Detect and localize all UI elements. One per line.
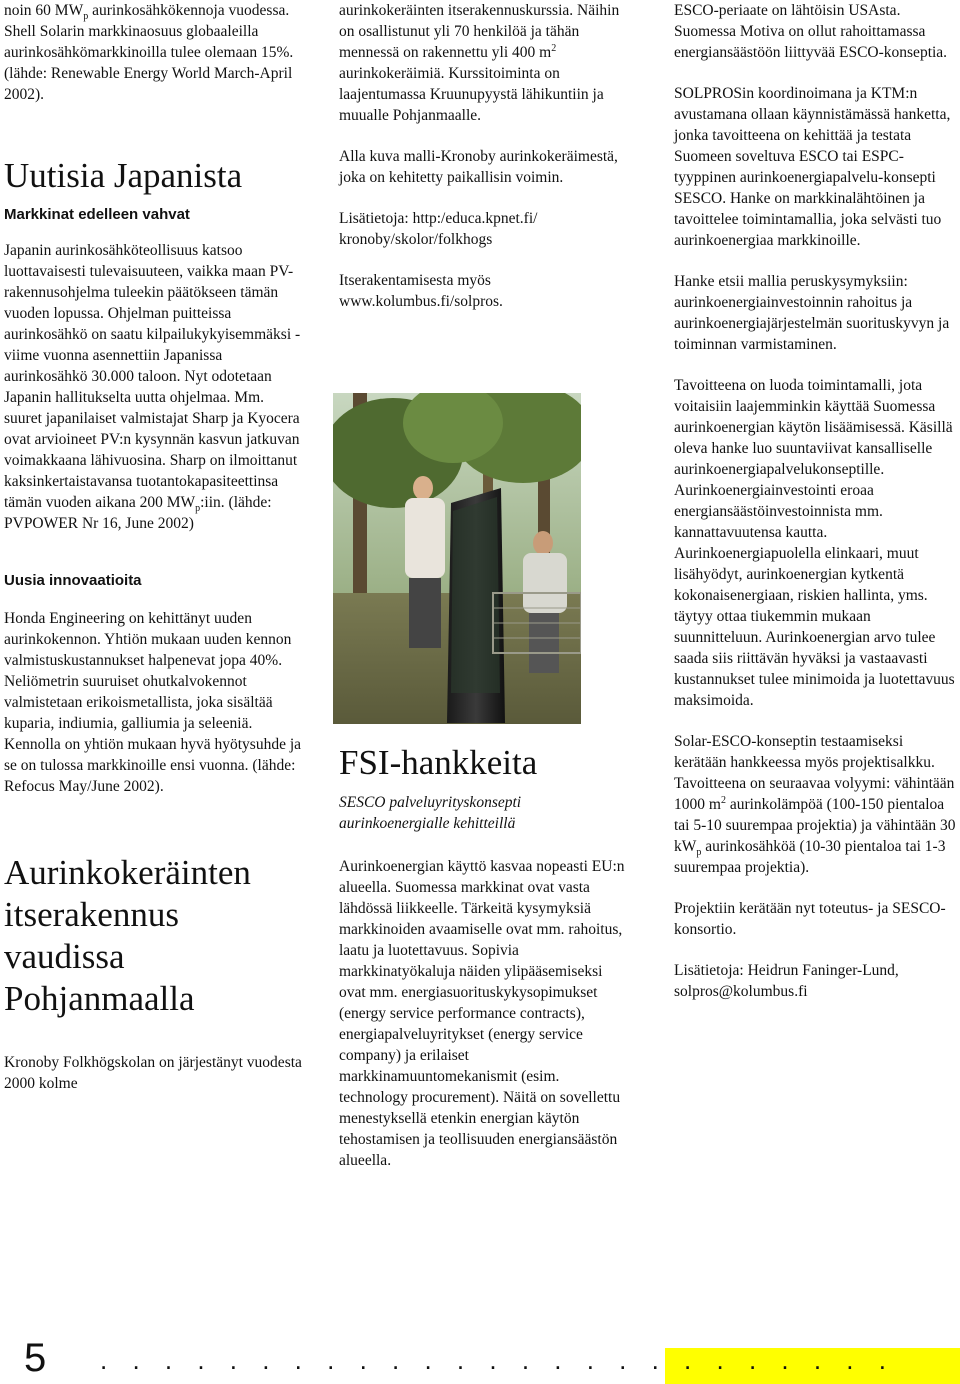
superscript: 2 [551,42,557,54]
subscript: p [83,11,89,23]
subheading-markkinat: Markkinat edelleen vahvat [4,206,190,223]
solar-collector-photo [333,393,581,724]
column-1 [4,0,304,1094]
photo-illustration [333,393,581,724]
more-info-link[interactable]: Lisätietoja: http:/educa.kpnet.fi/ kronoby/skolor/folkhogs [339,210,538,248]
article-kronoby: Kronoby Folkhögskolan on järjestänyt vuodesta 2000 kolme [4,1054,302,1092]
project-questions: Hanke etsii mallia peruskysymyksiin: aurinkoenergiainvestoinnin rahoitus ja aurinkoenergiajärjestelmän suorituskyvyn ja toiminnan varmistaminen. [674,273,950,353]
article-honda: Honda Engineering on kehittänyt uuden aurinkokennon. Yhtiön mukaan uuden kennon valmistuskustannukset halpenevat jopa 40%. Neliömetrin suuruiset ohutkalvokennot valmistetaan erikoismetallista, joka sisältää kuparia, indiumia, galliumia ja seleeniä. Kennolla on yhtiön mukaan hyvä hyötysuhde ja se on tulossa markkinoille ensi vuonna. (lähde: Refocus May/June 2002). [4,610,302,795]
column-3 [674,0,958,1002]
solpros-project: SOLPROSin koordinoimana ja KTM:n avustamana ollaan käynnistämässä hanketta, jonka tavoitteena on kehittää ja testata Suomeen soveltuva ESCO tai ESPC-tyyppinen aurinkoenergiapalvelu-konsepti SESCO. Hanke on markkinalähtöinen ja tavoittelee toimintamallia, joka selvästi tuo aurinkoenergiaa markkinoille. [674,85,951,249]
text: aurinkokeräinten itserakennuskurssia. Näihin on osallistunut yli 70 henkilöä ja tähän mennessä on rakennettu yli 400 m [339,2,620,61]
text: aurinkosähkökennoja vuodessa. Shell Solarin markkinaosuus globaaleilla aurinkosähkömarkkinoilla tulee olemaan 15%. (lähde: Renewable Energy World March-April 2002). [4,2,294,103]
superscript: 2 [720,794,726,806]
heading-japan: Uutisia Japanista [4,156,243,195]
subheading-innovaatiot: Uusia innovaatioita [4,572,142,589]
text: aurinkolämpöä (100-150 pientaloa tai 5-10 suurempaa projektia) ja vähintään 30 kW [674,796,956,855]
subheading-sesco: SESCO palveluyrityskonsepti aurinkoenergialle kehitteillä [339,794,522,832]
project-goal: Tavoitteena on luoda toimintamalli, jota voitaisiin laajemminkin käyttää Suomessa aurinkoenergian käytön lisäämisessä. Käsillä oleva hanke luo suuntaviivat kansalliselle aurinkoenergiapalvelukonseptille. Aurinkoenergiainvestointi eroaa energiansäästöinvestoinnista mm. kannattavuutensa kautta. Aurinkoenergiapuolella elinkaari, muut lisähyödyt, aurinkoenergian kytkentä kokonaisenergiaan, riskien hallinta, yms. täytyy ottaa tiukemmin mukaan suunnitteluun. Aurinkoenergian arvo tulee saada siis riittävän hyväksi ja vastaavasti kustannukset tulee minimoida ja luotettavuus maksimoida. [674,377,955,709]
photo-intro: Alla kuva malli-Kronoby aurinkokeräimestä, joka on kehitetty paikallisin voimin. [339,148,618,186]
text: Solar-ESCO-konseptin testaamiseksi kerätään hankkeessa myös projektisalkku. Tavoitteena on seuraavaa volyymi: vähintään 1000 m [674,733,955,813]
article-shell-end [4,0,304,105]
subscript: p [195,503,201,515]
article-japan [4,240,304,534]
text: Japanin aurinkosähköteollisuus katsoo luottavaisesti tulevaisuuteen, vaikka maan PV-rakennusohjelma tuleekin päätökseen tämän vuoden lopussa. Ohjelman puitteissa aurinkosähkö on saatu kilpailukykyisemmäksi - viime vuonna asennettiin Japanissa aurinkosähkö 30.000 taloon. Nyt odotetaan Japanin hallitukselta uutta ohjelmaa. Mm. suuret japanilaiset valmistajat Sharp ja Kyocera ovat arvioineet PV:n kysynnän kasvun jatkuvan voimakkaana lähivuosina. Sharp on ilmoittanut kaksinkertaistavansa tuotantokapasiteettinsa tämän vuoden aikana 200 MW [4,242,301,511]
esco-origin: ESCO-periaate on lähtöisin USAsta. Suomessa Motiva on ollut rahoittamassa energiansäästöön liittyvää ESCO-konseptia. [674,2,948,61]
page-number: 5 [24,1336,47,1380]
article-kronoby-cont [339,0,629,126]
text: aurinkosähköä (10-30 pientaloa tai 1-3 suurempaa projektia). [674,838,946,876]
project-portfolio [674,731,958,878]
consortium: Projektiin kerätään nyt toteutus- ja SESCO-konsortio. [674,900,946,938]
subscript: p [696,847,702,859]
footer-dots: . . . . . . . . . . . . . . . . . . . . . . . . . [100,1345,895,1375]
solpros-link[interactable]: Itserakentamisesta myös www.kolumbus.fi/solpros. [339,272,503,310]
heading-fsi: FSI-hankkeita [339,743,538,782]
text: noin 60 MW [4,2,84,19]
page-footer [0,1326,960,1384]
contact-info[interactable]: Lisätietoja: Heidrun Faninger-Lund, solpros@kolumbus.fi [674,962,899,1000]
text: :iin. (lähde: PVPOWER Nr 16, June 2002) [4,494,272,532]
article-fsi: Aurinkoenergian käyttö kasvaa nopeasti EU:n alueella. Suomessa markkinat ovat vasta lähdössä liikkeelle. Tärkeitä kysymyksiä markkinoiden avaamiselle ovat mm. rahoitus, laatu ja luotettavuus. Sopivia markkinatyökaluja näiden ylipääsemiseksi ovat mm. energiasuorituskykysopimukset (energy service performance contracts), energiapalveluyritykset (energy service company) ja erilaiset markkinamuuntomekanismit (esim. technology procurement). Näitä on sovellettu menestyksellä etenkin energian käytön tehostamisen ja teollisuuden energiansäästön alueella. [339,858,625,1169]
heading-aurinkokerainten: Aurinkokeräinten itserakennus vaudissa Pohjanmaalla [4,853,251,1018]
text: aurinkokeräimiä. Kurssitoiminta on laajentumassa Kruunupyystä lähikuntiin ja muualle Pohjanmaalle. [339,65,604,124]
